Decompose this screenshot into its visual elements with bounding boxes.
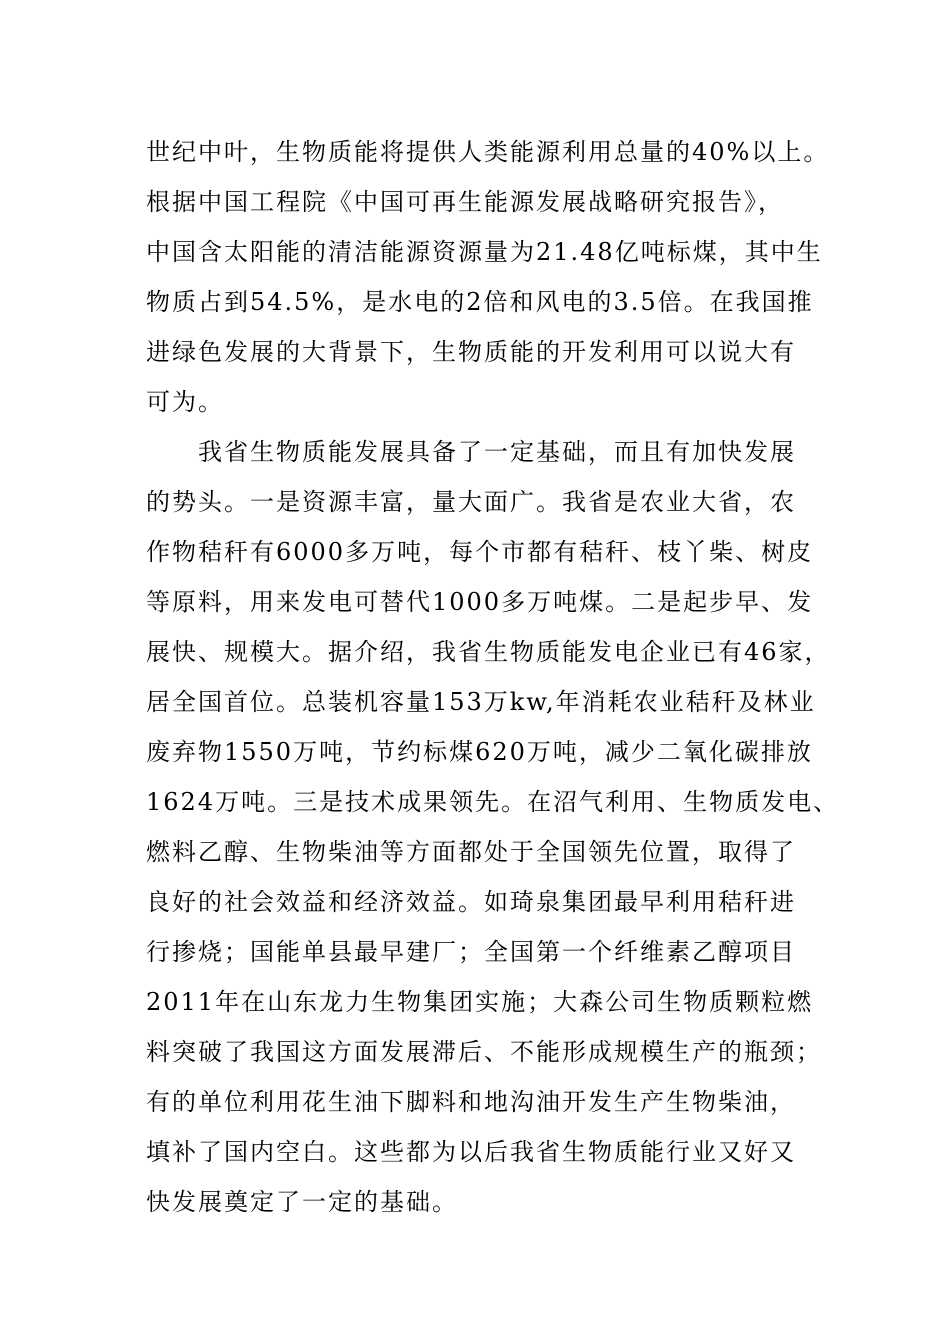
text-line: 居全国首位。总装机容量153万kw,年消耗农业秸秆及林业	[146, 688, 816, 716]
text-line: 作物秸秆有6000多万吨，每个市都有秸秆、枝丫柴、树皮	[146, 538, 814, 566]
text-line: 有的单位利用花生油下脚料和地沟油开发生产生物柴油，	[146, 1088, 796, 1116]
text-line: 燃料乙醇、生物柴油等方面都处于全国领先位置，取得了	[146, 838, 796, 866]
text-line: 良好的社会效益和经济效益。如琦泉集团最早利用秸秆进	[146, 888, 796, 916]
paragraph-province-foundation	[146, 427, 840, 1227]
text-line: 料突破了我国这方面发展滞后、不能形成规模生产的瓶颈；	[146, 1038, 822, 1066]
text-line: 中国含太阳能的清洁能源资源量为21.48亿吨标煤，其中生	[146, 238, 823, 266]
text-line: 等原料，用来发电可替代1000多万吨煤。二是起步早、发	[146, 588, 814, 616]
text-line: 1624万吨。三是技术成果领先。在沼气利用、生物质发电、	[146, 788, 840, 816]
text-line: 世纪中叶，生物质能将提供人类能源利用总量的40%以上。	[146, 138, 830, 166]
text-line: 展快、规模大。据介绍，我省生物质能发电企业已有46家，	[146, 638, 831, 666]
paragraph-biomass-outlook	[146, 127, 830, 427]
text-line: 进绿色发展的大背景下，生物质能的开发利用可以说大有	[146, 338, 796, 366]
text-line: 根据中国工程院《中国可再生能源发展战略研究报告》，	[146, 188, 784, 216]
text-line: 废弃物1550万吨，节约标煤620万吨，减少二氧化碳排放	[146, 738, 813, 766]
text-line: 的势头。一是资源丰富，量大面广。我省是农业大省，农	[146, 488, 796, 516]
text-line: 行掺烧；国能单县最早建厂；全国第一个纤维素乙醇项目	[146, 938, 796, 966]
text-line: 2011年在山东龙力生物集团实施；大森公司生物质颗粒燃	[146, 988, 814, 1016]
text-line: 我省生物质能发展具备了一定基础，而且有加快发展	[198, 438, 796, 466]
text-line: 填补了国内空白。这些都为以后我省生物质能行业又好又	[146, 1138, 796, 1166]
text-line: 可为。	[146, 388, 224, 416]
text-line: 快发展奠定了一定的基础。	[146, 1188, 458, 1216]
document-body	[146, 127, 840, 1227]
text-line: 物质占到54.5%，是水电的2倍和风电的3.5倍。在我国推	[146, 288, 814, 316]
